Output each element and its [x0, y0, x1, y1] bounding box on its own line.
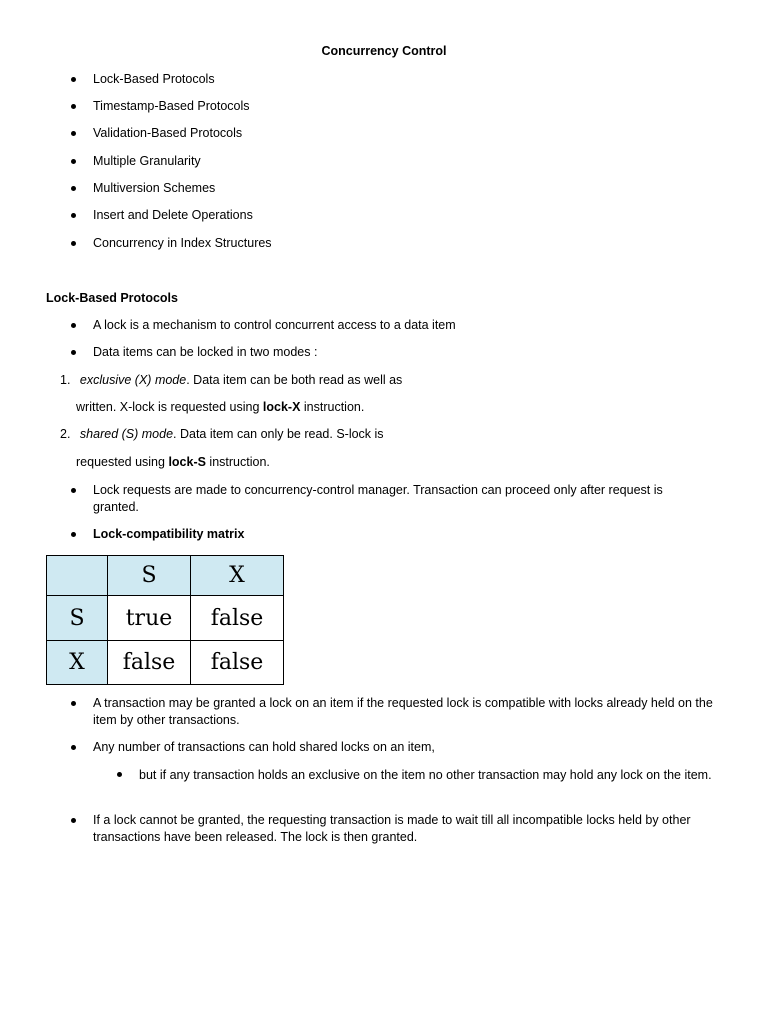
bullet-icon [71, 213, 76, 218]
toc-item: Insert and Delete Operations [93, 208, 253, 222]
bullet-icon [71, 350, 76, 355]
mode-item-exclusive-cont [76, 399, 364, 416]
page-title: Concurrency Control [321, 44, 447, 58]
bullet-text: Data items can be locked in two modes : [93, 345, 318, 359]
bullet-icon [71, 186, 76, 191]
lock-command: lock-X [262, 400, 301, 414]
bullet-text: A transaction may be granted a lock on an item if the requested lock is compatible with locks already held on the item by other transactions. [93, 696, 713, 727]
toc-item: Timestamp-Based Protocols [93, 99, 250, 113]
matrix-col-header: S [108, 556, 191, 596]
bullet-icon [71, 104, 76, 109]
mode-item-shared [60, 426, 384, 443]
toc-item: Multiple Granularity [93, 154, 201, 168]
lock-compatibility-matrix [46, 555, 284, 685]
mode-item-exclusive [60, 372, 402, 389]
bullet-icon [71, 745, 76, 750]
mode-desc: . Data item can be both read as well as [186, 373, 403, 387]
toc-item: Concurrency in Index Structures [93, 236, 272, 250]
matrix-row-header: X [47, 641, 108, 685]
bullet-icon [71, 323, 76, 328]
matrix-row-header: S [47, 596, 108, 641]
lock-command: lock-S [168, 455, 206, 469]
mode-desc: instruction. [300, 400, 365, 414]
toc-item: Lock-Based Protocols [93, 72, 215, 86]
list-number: 1. [60, 373, 71, 387]
list-number: 2. [60, 427, 71, 441]
bullet-icon [71, 159, 76, 164]
bullet-icon [71, 77, 76, 82]
matrix-cell: true [108, 596, 191, 641]
matrix-col-header: X [191, 556, 284, 596]
mode-desc: . Data item can only be read. S-lock is [173, 427, 384, 441]
bullet-text: Lock-compatibility matrix [93, 527, 245, 541]
toc-item: Validation-Based Protocols [93, 126, 243, 140]
mode-item-shared-cont [76, 454, 270, 471]
bullet-icon [71, 532, 76, 537]
bullet-text: Any number of transactions can hold shared locks on an item, [93, 740, 435, 754]
bullet-icon [71, 241, 76, 246]
matrix-cell: false [191, 596, 284, 641]
mode-name: shared (S) mode [79, 427, 174, 441]
matrix-cell: false [191, 641, 284, 685]
bullet-text: A lock is a mechanism to control concurrent access to a data item [93, 318, 456, 332]
bullet-icon [71, 488, 76, 493]
matrix-corner-cell [47, 556, 108, 596]
toc-item: Multiversion Schemes [93, 181, 216, 195]
bullet-icon [71, 131, 76, 136]
mode-name: exclusive (X) mode [79, 373, 187, 387]
matrix-cell: false [108, 641, 191, 685]
sub-bullet-icon [117, 772, 122, 777]
section-heading: Lock-Based Protocols [46, 291, 178, 305]
bullet-icon [71, 818, 76, 823]
mode-desc: instruction. [205, 455, 270, 469]
mode-desc: written. X-lock is requested using [76, 400, 263, 414]
mode-desc: requested using [76, 455, 169, 469]
bullet-text: Lock requests are made to concurrency-control manager. Transaction can proceed only after request is granted. [93, 483, 663, 514]
sub-bullet-text: but if any transaction holds an exclusive on the item no other transaction may hold any lock on the item. [139, 768, 712, 782]
bullet-text: If a lock cannot be granted, the requesting transaction is made to wait till all incompatible locks held by other transactions have been released. The lock is then granted. [93, 813, 691, 844]
bullet-icon [71, 701, 76, 706]
